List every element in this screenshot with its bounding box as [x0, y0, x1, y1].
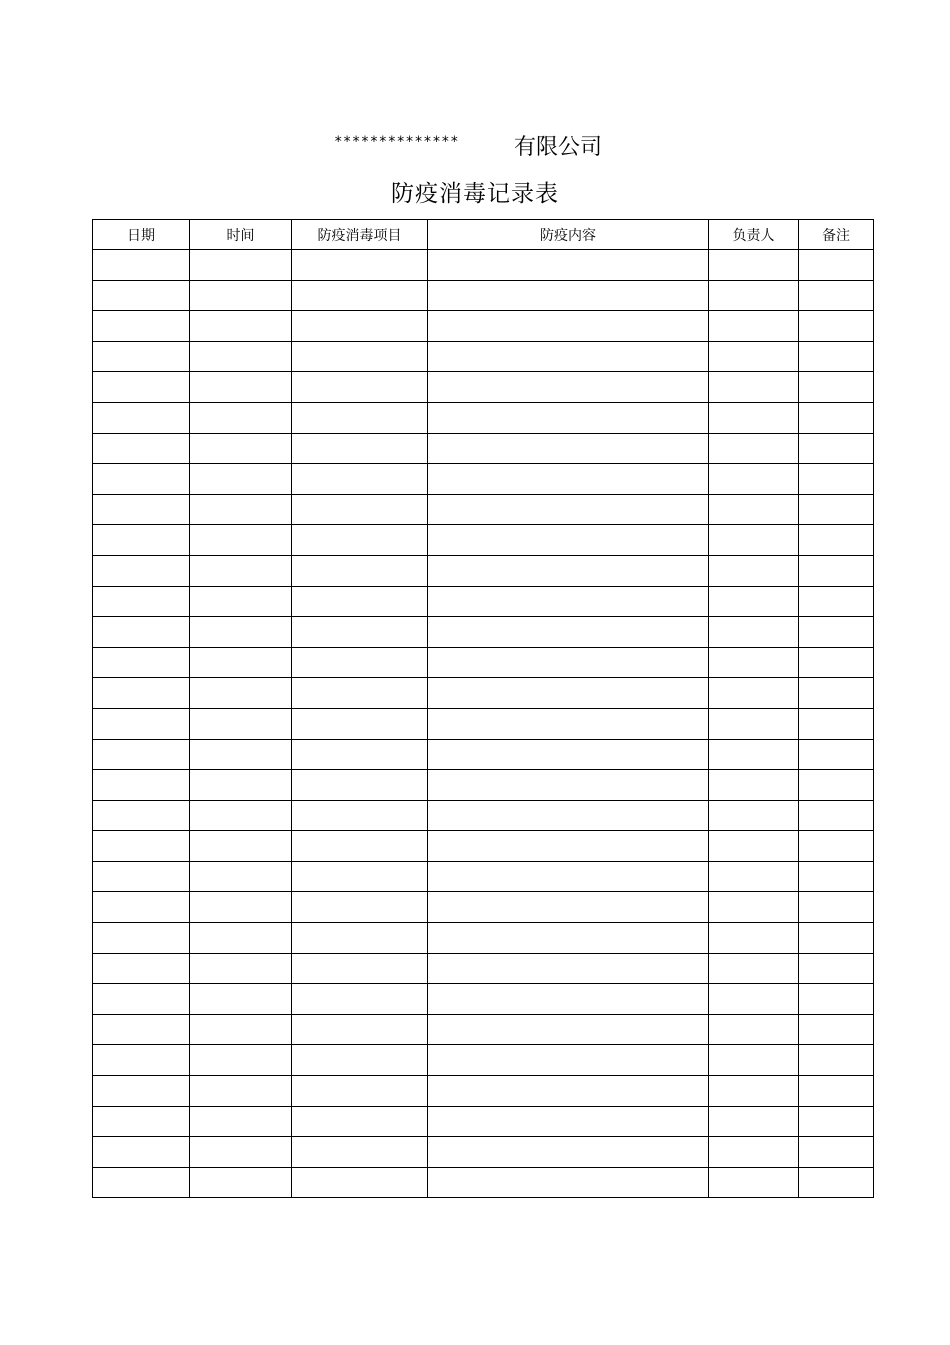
time-cell[interactable] — [190, 708, 292, 739]
item-cell[interactable] — [292, 708, 428, 739]
content-cell[interactable] — [428, 525, 709, 556]
date-cell[interactable] — [93, 1137, 190, 1168]
remarks-cell[interactable] — [799, 494, 874, 525]
time-cell[interactable] — [190, 1137, 292, 1168]
time-cell[interactable] — [190, 953, 292, 984]
remarks-cell[interactable] — [799, 1106, 874, 1137]
remarks-cell[interactable] — [799, 1045, 874, 1076]
time-cell[interactable] — [190, 586, 292, 617]
item-cell[interactable] — [292, 1137, 428, 1168]
responsible-cell[interactable] — [709, 341, 799, 372]
responsible-cell[interactable] — [709, 770, 799, 801]
content-cell[interactable] — [428, 647, 709, 678]
responsible-cell[interactable] — [709, 678, 799, 709]
date-cell[interactable] — [93, 1076, 190, 1107]
remarks-cell[interactable] — [799, 984, 874, 1015]
date-cell[interactable] — [93, 739, 190, 770]
date-cell[interactable] — [93, 892, 190, 923]
content-cell[interactable] — [428, 280, 709, 311]
column-header-item: 防疫消毒项目 — [292, 220, 428, 250]
responsible-cell[interactable] — [709, 372, 799, 403]
form-title: 防疫消毒记录表 — [391, 181, 559, 207]
time-cell[interactable] — [190, 678, 292, 709]
item-cell[interactable] — [292, 678, 428, 709]
date-cell[interactable] — [93, 402, 190, 433]
responsible-cell[interactable] — [709, 525, 799, 556]
content-cell[interactable] — [428, 433, 709, 464]
column-header-date: 日期 — [93, 220, 190, 250]
responsible-cell[interactable] — [709, 1076, 799, 1107]
date-cell[interactable] — [93, 953, 190, 984]
time-cell[interactable] — [190, 1014, 292, 1045]
remarks-cell[interactable] — [799, 1167, 874, 1198]
table-row — [93, 1076, 874, 1107]
time-cell[interactable] — [190, 1076, 292, 1107]
time-cell[interactable] — [190, 494, 292, 525]
responsible-cell[interactable] — [709, 800, 799, 831]
date-cell[interactable] — [93, 708, 190, 739]
responsible-cell[interactable] — [709, 464, 799, 495]
content-cell[interactable] — [428, 617, 709, 648]
date-cell[interactable] — [93, 1014, 190, 1045]
table-row — [93, 800, 874, 831]
time-cell[interactable] — [190, 800, 292, 831]
responsible-cell[interactable] — [709, 433, 799, 464]
responsible-cell[interactable] — [709, 892, 799, 923]
remarks-cell[interactable] — [799, 647, 874, 678]
table-row — [93, 341, 874, 372]
column-header-remarks: 备注 — [799, 220, 874, 250]
item-cell[interactable] — [292, 341, 428, 372]
table-row — [93, 892, 874, 923]
date-cell[interactable] — [93, 861, 190, 892]
item-cell[interactable] — [292, 555, 428, 586]
content-cell[interactable] — [428, 984, 709, 1015]
time-cell[interactable] — [190, 984, 292, 1015]
time-cell[interactable] — [190, 1045, 292, 1076]
content-cell[interactable] — [428, 739, 709, 770]
remarks-cell[interactable] — [799, 770, 874, 801]
content-cell[interactable] — [428, 1167, 709, 1198]
item-cell[interactable] — [292, 280, 428, 311]
time-cell[interactable] — [190, 372, 292, 403]
item-cell[interactable] — [292, 892, 428, 923]
time-cell[interactable] — [190, 311, 292, 342]
item-cell[interactable] — [292, 800, 428, 831]
table-row — [93, 372, 874, 403]
content-cell[interactable] — [428, 341, 709, 372]
table-row — [93, 311, 874, 342]
item-cell[interactable] — [292, 311, 428, 342]
date-cell[interactable] — [93, 525, 190, 556]
responsible-cell[interactable] — [709, 708, 799, 739]
remarks-cell[interactable] — [799, 892, 874, 923]
column-header-responsible: 负责人 — [709, 220, 799, 250]
table-row — [93, 586, 874, 617]
remarks-cell[interactable] — [799, 341, 874, 372]
date-cell[interactable] — [93, 311, 190, 342]
responsible-cell[interactable] — [709, 402, 799, 433]
date-cell[interactable] — [93, 984, 190, 1015]
remarks-cell[interactable] — [799, 1014, 874, 1045]
item-cell[interactable] — [292, 923, 428, 954]
table-row — [93, 953, 874, 984]
remarks-cell[interactable] — [799, 311, 874, 342]
remarks-cell[interactable] — [799, 708, 874, 739]
responsible-cell[interactable] — [709, 280, 799, 311]
remarks-cell[interactable] — [799, 800, 874, 831]
content-cell[interactable] — [428, 892, 709, 923]
remarks-cell[interactable] — [799, 831, 874, 862]
table-header-row — [93, 220, 874, 250]
date-cell[interactable] — [93, 433, 190, 464]
time-cell[interactable] — [190, 402, 292, 433]
item-cell[interactable] — [292, 1014, 428, 1045]
item-cell[interactable] — [292, 1045, 428, 1076]
content-cell[interactable] — [428, 311, 709, 342]
item-cell[interactable] — [292, 953, 428, 984]
column-header-content: 防疫内容 — [428, 220, 709, 250]
date-cell[interactable] — [93, 586, 190, 617]
table-row — [93, 739, 874, 770]
date-cell[interactable] — [93, 647, 190, 678]
responsible-cell[interactable] — [709, 739, 799, 770]
content-cell[interactable] — [428, 800, 709, 831]
content-cell[interactable] — [428, 1014, 709, 1045]
responsible-cell[interactable] — [709, 1045, 799, 1076]
responsible-cell[interactable] — [709, 311, 799, 342]
responsible-cell[interactable] — [709, 1137, 799, 1168]
item-cell[interactable] — [292, 770, 428, 801]
table-row — [93, 770, 874, 801]
item-cell[interactable] — [292, 647, 428, 678]
remarks-cell[interactable] — [799, 953, 874, 984]
date-cell[interactable] — [93, 1106, 190, 1137]
time-cell[interactable] — [190, 739, 292, 770]
table-row — [93, 1106, 874, 1137]
content-cell[interactable] — [428, 831, 709, 862]
table-row — [93, 831, 874, 862]
remarks-cell[interactable] — [799, 1137, 874, 1168]
remarks-cell[interactable] — [799, 1076, 874, 1107]
item-cell[interactable] — [292, 402, 428, 433]
table-row — [93, 494, 874, 525]
time-cell[interactable] — [190, 280, 292, 311]
item-cell[interactable] — [292, 525, 428, 556]
responsible-cell[interactable] — [709, 647, 799, 678]
item-cell[interactable] — [292, 617, 428, 648]
responsible-cell[interactable] — [709, 617, 799, 648]
item-cell[interactable] — [292, 494, 428, 525]
responsible-cell[interactable] — [709, 1014, 799, 1045]
date-cell[interactable] — [93, 250, 190, 281]
time-cell[interactable] — [190, 1106, 292, 1137]
table-row — [93, 433, 874, 464]
remarks-cell[interactable] — [799, 250, 874, 281]
time-cell[interactable] — [190, 433, 292, 464]
content-cell[interactable] — [428, 464, 709, 495]
time-cell[interactable] — [190, 923, 292, 954]
content-cell[interactable] — [428, 250, 709, 281]
responsible-cell[interactable] — [709, 250, 799, 281]
responsible-cell[interactable] — [709, 494, 799, 525]
remarks-cell[interactable] — [799, 861, 874, 892]
company-name-line — [0, 128, 950, 162]
remarks-cell[interactable] — [799, 525, 874, 556]
item-cell[interactable] — [292, 984, 428, 1015]
table-row — [93, 402, 874, 433]
table-row — [93, 464, 874, 495]
date-cell[interactable] — [93, 372, 190, 403]
responsible-cell[interactable] — [709, 831, 799, 862]
date-cell[interactable] — [93, 555, 190, 586]
date-cell[interactable] — [93, 464, 190, 495]
content-cell[interactable] — [428, 770, 709, 801]
responsible-cell[interactable] — [709, 1167, 799, 1198]
item-cell[interactable] — [292, 586, 428, 617]
table-row — [93, 1167, 874, 1198]
date-cell[interactable] — [93, 678, 190, 709]
table-body — [93, 250, 874, 1198]
remarks-cell[interactable] — [799, 280, 874, 311]
date-cell[interactable] — [93, 1045, 190, 1076]
content-cell[interactable] — [428, 861, 709, 892]
date-cell[interactable] — [93, 341, 190, 372]
content-cell[interactable] — [428, 555, 709, 586]
item-cell[interactable] — [292, 372, 428, 403]
content-cell[interactable] — [428, 1137, 709, 1168]
content-cell[interactable] — [428, 678, 709, 709]
time-cell[interactable] — [190, 1167, 292, 1198]
time-cell[interactable] — [190, 555, 292, 586]
time-cell[interactable] — [190, 464, 292, 495]
remarks-cell[interactable] — [799, 586, 874, 617]
remarks-cell[interactable] — [799, 433, 874, 464]
responsible-cell[interactable] — [709, 586, 799, 617]
item-cell[interactable] — [292, 433, 428, 464]
date-cell[interactable] — [93, 800, 190, 831]
table-row — [93, 525, 874, 556]
responsible-cell[interactable] — [709, 953, 799, 984]
date-cell[interactable] — [93, 1167, 190, 1198]
content-cell[interactable] — [428, 1106, 709, 1137]
item-cell[interactable] — [292, 1106, 428, 1137]
content-cell[interactable] — [428, 953, 709, 984]
table-row — [93, 250, 874, 281]
responsible-cell[interactable] — [709, 984, 799, 1015]
date-cell[interactable] — [93, 923, 190, 954]
time-cell[interactable] — [190, 525, 292, 556]
content-cell[interactable] — [428, 372, 709, 403]
time-cell[interactable] — [190, 341, 292, 372]
item-cell[interactable] — [292, 250, 428, 281]
time-cell[interactable] — [190, 617, 292, 648]
disinfection-record-table — [92, 219, 874, 1198]
table-row — [93, 617, 874, 648]
table-row — [93, 647, 874, 678]
table-row — [93, 708, 874, 739]
content-cell[interactable] — [428, 1076, 709, 1107]
table-row — [93, 1045, 874, 1076]
date-cell[interactable] — [93, 280, 190, 311]
time-cell[interactable] — [190, 892, 292, 923]
remarks-cell[interactable] — [799, 678, 874, 709]
company-name-suffix: 有限公司 — [514, 135, 603, 160]
table-row — [93, 280, 874, 311]
item-cell[interactable] — [292, 1167, 428, 1198]
date-cell[interactable] — [93, 617, 190, 648]
remarks-cell[interactable] — [799, 402, 874, 433]
content-cell[interactable] — [428, 402, 709, 433]
time-cell[interactable] — [190, 770, 292, 801]
content-cell[interactable] — [428, 708, 709, 739]
table-row — [93, 1137, 874, 1168]
table-row — [93, 923, 874, 954]
responsible-cell[interactable] — [709, 923, 799, 954]
date-cell[interactable] — [93, 494, 190, 525]
table-row — [93, 555, 874, 586]
remarks-cell[interactable] — [799, 617, 874, 648]
remarks-cell[interactable] — [799, 739, 874, 770]
remarks-cell[interactable] — [799, 464, 874, 495]
time-cell[interactable] — [190, 250, 292, 281]
content-cell[interactable] — [428, 1045, 709, 1076]
responsible-cell[interactable] — [709, 1106, 799, 1137]
content-cell[interactable] — [428, 923, 709, 954]
item-cell[interactable] — [292, 861, 428, 892]
responsible-cell[interactable] — [709, 555, 799, 586]
time-cell[interactable] — [190, 647, 292, 678]
content-cell[interactable] — [428, 586, 709, 617]
remarks-cell[interactable] — [799, 372, 874, 403]
table-row — [93, 1014, 874, 1045]
company-name-placeholder: ************** — [334, 134, 460, 150]
item-cell[interactable] — [292, 1076, 428, 1107]
remarks-cell[interactable] — [799, 555, 874, 586]
table-row — [93, 984, 874, 1015]
date-cell[interactable] — [93, 831, 190, 862]
item-cell[interactable] — [292, 464, 428, 495]
time-cell[interactable] — [190, 861, 292, 892]
remarks-cell[interactable] — [799, 923, 874, 954]
content-cell[interactable] — [428, 494, 709, 525]
time-cell[interactable] — [190, 831, 292, 862]
date-cell[interactable] — [93, 770, 190, 801]
table-row — [93, 861, 874, 892]
item-cell[interactable] — [292, 831, 428, 862]
table-row — [93, 678, 874, 709]
column-header-time: 时间 — [190, 220, 292, 250]
responsible-cell[interactable] — [709, 861, 799, 892]
item-cell[interactable] — [292, 739, 428, 770]
